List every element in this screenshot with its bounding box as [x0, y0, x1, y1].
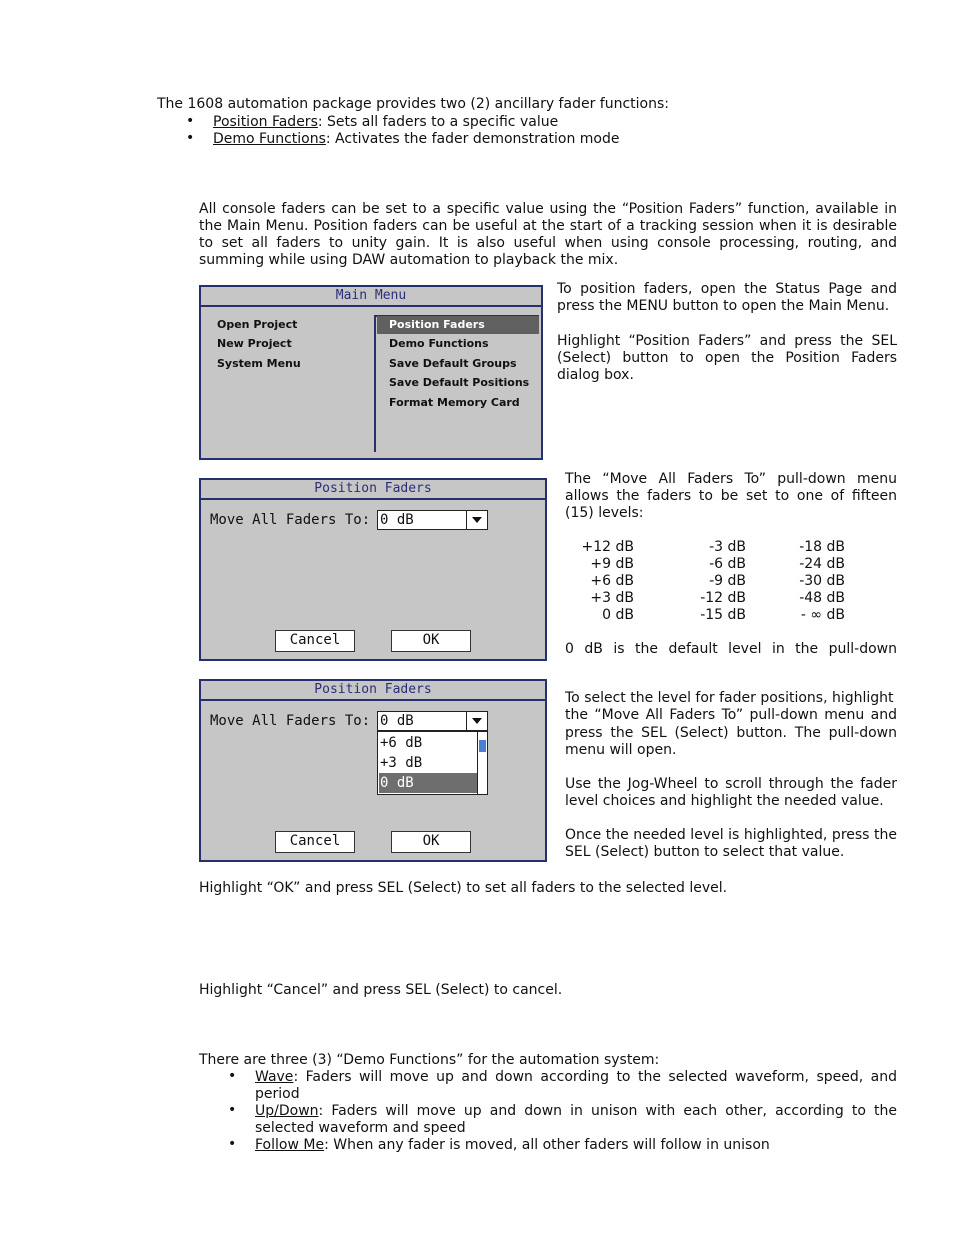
cancel-button[interactable]: Cancel [275, 831, 355, 853]
side1-line-2: press the MENU button to open the Main Menu. [557, 298, 890, 314]
cancel-button[interactable]: Cancel [275, 630, 355, 652]
side3-line-1: To select the level for fader positions, highlight [565, 690, 894, 706]
ok-button[interactable]: OK [391, 630, 471, 652]
intro-bullet-2: Demo Functions: Activates the fader demonstration mode [213, 131, 620, 147]
menu-divider [374, 315, 376, 452]
dropdown-option-selected[interactable]: 0 dB [379, 773, 478, 793]
menu-item-open-project[interactable]: Open Project [217, 318, 298, 331]
side3-line-5: Use the Jog-Wheel to scroll through the fader [565, 776, 897, 792]
scrollbar-thumb[interactable] [479, 740, 486, 752]
side1-line-3: Highlight “Position Faders” and press the SEL [557, 333, 897, 349]
position-faders-dialog [199, 478, 547, 661]
side2-line-2: allows the faders to be set to one of fifteen [565, 488, 897, 504]
chevron-down-icon[interactable] [466, 712, 487, 730]
bullet-dot: • [186, 113, 195, 129]
move-all-label: Move All Faders To: [210, 512, 371, 528]
main-menu-screen [199, 285, 543, 460]
menu-item-format-memory-card[interactable]: Format Memory Card [389, 396, 520, 409]
intro-text: The 1608 automation package provides two (2) ancillary fader functions: [157, 96, 669, 112]
menu-item-position-faders[interactable]: Position Faders [377, 316, 539, 334]
main-menu-title: Main Menu [201, 287, 541, 307]
link-wave[interactable]: Wave [255, 1069, 294, 1085]
bullet-dot: • [228, 1136, 237, 1152]
levels-column-1: +12 dB +9 dB +6 dB +3 dB 0 dB [581, 539, 634, 623]
side3-line-3: press the SEL (Select) button. The pull-down [565, 725, 897, 741]
levels-column-2: -3 dB -6 dB -9 dB -12 dB -15 dB [700, 539, 746, 623]
dropdown-option[interactable]: +3 dB [380, 755, 423, 771]
side1-line-1: To position faders, open the Status Page and [557, 281, 897, 297]
intro-bullet-1: Position Faders: Sets all faders to a specific value [213, 114, 559, 130]
side1-line-5: dialog box. [557, 367, 634, 383]
side1-line-4: (Select) button to open the Position Faders [557, 350, 897, 366]
dropdown-option[interactable]: +6 dB [380, 735, 423, 751]
side3-line-6: level choices and highlight the needed value. [565, 793, 884, 809]
cancel-note: Highlight “Cancel” and press SEL (Select) to cancel. [199, 982, 563, 998]
position-para-line-1: All console faders can be set to a specific value using the “Position Faders” function, available in [199, 201, 897, 217]
demo-text: There are three (3) “Demo Functions” for the automation system: [199, 1052, 660, 1068]
position-para-line-4: summing while using DAW automation to playback the mix. [199, 252, 619, 268]
demo-bullet-3: Follow Me: When any fader is moved, all other faders will follow in unison [255, 1137, 770, 1153]
side2-line-1: The “Move All Faders To” pull-down menu [565, 471, 897, 487]
dialog-title: Position Faders [201, 480, 545, 500]
select-value: 0 dB [380, 512, 414, 528]
move-all-select[interactable] [377, 510, 488, 530]
menu-item-save-default-groups[interactable]: Save Default Groups [389, 357, 517, 370]
bullet-dot: • [228, 1102, 237, 1118]
side3-line-8: SEL (Select) button to select that value. [565, 844, 845, 860]
link-follow-me[interactable]: Follow Me [255, 1137, 325, 1153]
bullet-dot: • [186, 130, 195, 146]
move-all-label: Move All Faders To: [210, 713, 371, 729]
position-para-line-3: to set all faders to unity gain. It is also useful when using console processing, routing, and [199, 235, 897, 251]
side2-line-3: (15) levels: [565, 505, 644, 521]
demo-bullet-1-line-1: Wave: Faders will move up and down according to the selected waveform, speed, and [255, 1069, 897, 1085]
side2-default-note: 0 dB is the default level in the pull-down [565, 641, 897, 657]
link-up-down[interactable]: Up/Down [255, 1103, 319, 1119]
dialog-title: Position Faders [201, 681, 545, 701]
demo-bullet-1-line-2: period [255, 1086, 300, 1102]
move-all-select[interactable] [377, 711, 488, 731]
levels-column-3: -18 dB -24 dB -30 dB -48 dB - ∞ dB [799, 539, 845, 623]
select-value: 0 dB [380, 713, 414, 729]
bullet-dot: • [228, 1068, 237, 1084]
menu-item-new-project[interactable]: New Project [217, 337, 292, 350]
demo-bullet-2-line-2: selected waveform and speed [255, 1120, 466, 1136]
side3-line-4: menu will open. [565, 742, 677, 758]
dropdown-list[interactable] [377, 731, 488, 795]
menu-item-save-default-positions[interactable]: Save Default Positions [389, 376, 530, 389]
position-faders-dialog-open [199, 679, 547, 862]
ok-button[interactable]: OK [391, 831, 471, 853]
position-para-line-2: the Main Menu. Position faders can be useful at the start of a tracking session when it is desirable [199, 218, 897, 234]
demo-bullet-2-line-1: Up/Down: Faders will move up and down in unison with each other, according to the [255, 1103, 897, 1119]
ok-note: Highlight “OK” and press SEL (Select) to set all faders to the selected level. [199, 880, 728, 896]
menu-item-system-menu[interactable]: System Menu [217, 357, 301, 370]
link-demo-functions[interactable]: Demo Functions [213, 131, 326, 147]
side3-line-2: the “Move All Faders To” pull-down menu and [565, 707, 897, 723]
dropdown-scrollbar[interactable] [477, 732, 487, 794]
menu-item-demo-functions[interactable]: Demo Functions [389, 337, 489, 350]
side3-line-7: Once the needed level is highlighted, press the [565, 827, 897, 843]
link-position-faders[interactable]: Position Faders [213, 114, 318, 130]
chevron-down-icon[interactable] [466, 511, 487, 529]
